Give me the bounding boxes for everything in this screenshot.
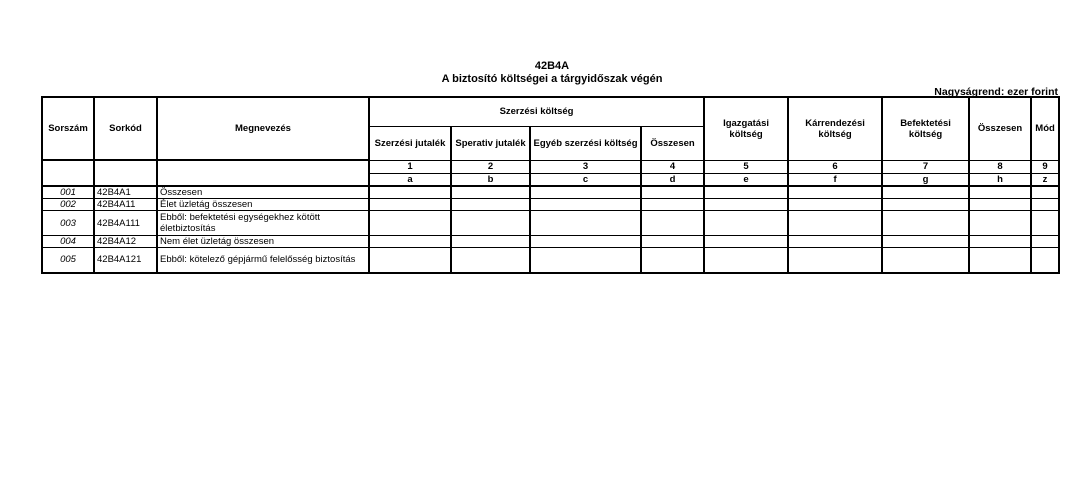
header-befektetesi: Befektetési költség: [882, 97, 969, 160]
data-cell[interactable]: [451, 248, 530, 273]
data-cell[interactable]: [704, 248, 788, 273]
row-megnevezes: Összesen: [157, 186, 369, 199]
header-megnevezes: Megnevezés: [157, 97, 369, 160]
data-cell[interactable]: [1031, 186, 1059, 199]
col-number: 5: [704, 160, 788, 173]
data-cell[interactable]: [641, 248, 704, 273]
header-egyeb-szerzesi: Egyéb szerzési költség: [530, 126, 641, 160]
table-row: [42, 186, 1059, 199]
data-cell[interactable]: [969, 199, 1031, 211]
data-cell[interactable]: [1031, 248, 1059, 273]
data-cell[interactable]: [451, 199, 530, 211]
data-cell[interactable]: [882, 248, 969, 273]
table-row: [42, 211, 1059, 236]
col-letter: e: [704, 173, 788, 186]
data-cell[interactable]: [1031, 199, 1059, 211]
cost-table: [41, 96, 1060, 274]
header-osszesen-1: Összesen: [641, 126, 704, 160]
row-sorkod: 42B4A11: [94, 199, 157, 211]
data-cell[interactable]: [641, 211, 704, 236]
data-cell[interactable]: [451, 236, 530, 248]
col-number: 1: [369, 160, 451, 173]
data-cell[interactable]: [1031, 236, 1059, 248]
col-letter: g: [882, 173, 969, 186]
table-row: [42, 199, 1059, 211]
data-cell[interactable]: [369, 186, 451, 199]
data-cell[interactable]: [969, 186, 1031, 199]
row-sorkod: 42B4A111: [94, 211, 157, 236]
data-cell[interactable]: [704, 236, 788, 248]
row-sorszam: 003: [42, 211, 94, 236]
data-cell[interactable]: [882, 211, 969, 236]
row-sorkod: 42B4A1: [94, 186, 157, 199]
header-igazgatasi: Igazgatási költség: [704, 97, 788, 160]
header-szerzesi-group: Szerzési költség: [369, 97, 704, 126]
row-sorszam: 005: [42, 248, 94, 273]
row-megnevezes: Ebből: befektetési egységekhez kötött életbiztosítás: [157, 211, 369, 236]
data-cell[interactable]: [788, 199, 882, 211]
table-row: [42, 248, 1059, 273]
data-cell[interactable]: [530, 199, 641, 211]
row-megnevezes: Ebből: kötelező gépjármű felelősség biztosítás: [157, 248, 369, 273]
data-cell[interactable]: [704, 211, 788, 236]
header-karrendezesi: Kárrendezési költség: [788, 97, 882, 160]
column-number-row: [42, 160, 1059, 173]
row-sorszam: 001: [42, 186, 94, 199]
data-cell[interactable]: [882, 199, 969, 211]
col-number: 3: [530, 160, 641, 173]
col-number: 7: [882, 160, 969, 173]
data-cell[interactable]: [530, 236, 641, 248]
data-cell[interactable]: [788, 236, 882, 248]
col-letter: b: [451, 173, 530, 186]
data-cell[interactable]: [704, 199, 788, 211]
data-cell[interactable]: [969, 248, 1031, 273]
data-cell[interactable]: [451, 186, 530, 199]
col-letter: d: [641, 173, 704, 186]
row-sorszam: 004: [42, 236, 94, 248]
data-cell[interactable]: [788, 211, 882, 236]
col-letter: a: [369, 173, 451, 186]
row-sorkod: 42B4A12: [94, 236, 157, 248]
row-megnevezes: Élet üzletág összesen: [157, 199, 369, 211]
row-sorkod: 42B4A121: [94, 248, 157, 273]
col-number: 4: [641, 160, 704, 173]
col-letter: z: [1031, 173, 1059, 186]
row-sorszam: 002: [42, 199, 94, 211]
col-number: 9: [1031, 160, 1059, 173]
data-cell[interactable]: [641, 199, 704, 211]
header-sorszam: Sorszám: [42, 97, 94, 160]
data-cell[interactable]: [788, 248, 882, 273]
data-cell[interactable]: [369, 199, 451, 211]
report-title-block: [0, 60, 1074, 86]
report-code: 42B4A: [534, 60, 570, 72]
header-mod: Mód: [1031, 97, 1059, 160]
data-cell[interactable]: [704, 186, 788, 199]
data-cell[interactable]: [530, 211, 641, 236]
col-number: 8: [969, 160, 1031, 173]
data-cell[interactable]: [369, 236, 451, 248]
data-cell[interactable]: [969, 211, 1031, 236]
unit-label: Nagyságrend: ezer forint: [934, 86, 1058, 98]
data-cell[interactable]: [1031, 211, 1059, 236]
header-szerzesi-jutalek: Szerzési jutalék: [369, 126, 451, 160]
report-title: A biztosító költségei a tárgyidőszak végén: [441, 73, 663, 85]
col-letter: c: [530, 173, 641, 186]
data-cell[interactable]: [641, 186, 704, 199]
data-cell[interactable]: [369, 211, 451, 236]
data-cell[interactable]: [530, 248, 641, 273]
data-cell[interactable]: [969, 236, 1031, 248]
table-row: [42, 236, 1059, 248]
col-letter: f: [788, 173, 882, 186]
header-osszesen-2: Összesen: [969, 97, 1031, 160]
col-number: 6: [788, 160, 882, 173]
header-sperativ-jutalek: Sperativ jutalék: [451, 126, 530, 160]
data-cell[interactable]: [369, 248, 451, 273]
data-cell[interactable]: [882, 186, 969, 199]
data-cell[interactable]: [641, 236, 704, 248]
data-cell[interactable]: [788, 186, 882, 199]
data-cell[interactable]: [530, 186, 641, 199]
data-cell[interactable]: [451, 211, 530, 236]
header-sorkod: Sorkód: [94, 97, 157, 160]
row-megnevezes: Nem élet üzletág összesen: [157, 236, 369, 248]
data-cell[interactable]: [882, 236, 969, 248]
col-number: 2: [451, 160, 530, 173]
col-letter: h: [969, 173, 1031, 186]
